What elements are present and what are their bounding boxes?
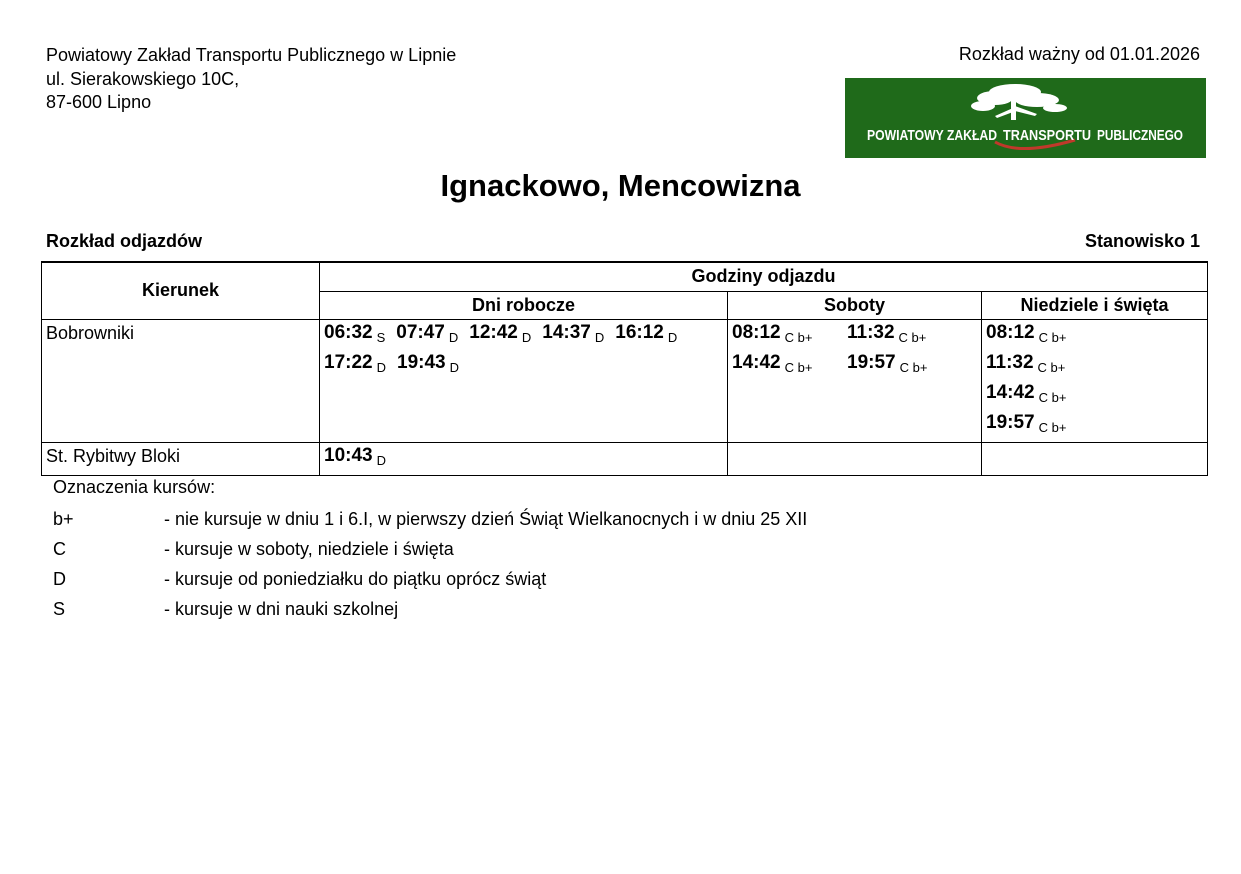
departure-line bbox=[324, 322, 727, 352]
time-value: 14:37 bbox=[542, 321, 591, 343]
departure-time bbox=[324, 352, 386, 374]
time-value: 12:42 bbox=[469, 321, 518, 343]
departure-line bbox=[324, 352, 727, 382]
departure-hours-header: Godziny odjazdu bbox=[320, 262, 1208, 291]
departure-time bbox=[732, 322, 847, 344]
departure-line bbox=[986, 322, 1207, 352]
valid-from-date: Rozkład ważny od 01.01.2026 bbox=[958, 44, 1200, 64]
departure-time bbox=[986, 352, 1065, 374]
saturday-times-cell bbox=[728, 319, 982, 442]
course-mark: D bbox=[448, 329, 459, 345]
course-mark: C b+ bbox=[1038, 329, 1067, 345]
course-mark: D bbox=[376, 452, 386, 468]
departure-time bbox=[615, 322, 677, 344]
org-street: ul. Sierakowskiego 10C, bbox=[46, 68, 240, 89]
departure-time bbox=[986, 412, 1066, 434]
organization-address bbox=[46, 44, 456, 115]
course-mark: C b+ bbox=[899, 359, 928, 375]
company-logo bbox=[845, 78, 1206, 158]
tree-icon bbox=[971, 84, 1067, 120]
stop-title: Ignackowo, Mencowizna bbox=[440, 168, 801, 203]
legend-description: - kursuje w soboty, niedziele i święta bbox=[164, 539, 454, 559]
logo-text-right: PUBLICZNEGO bbox=[1097, 127, 1184, 144]
course-mark: D bbox=[376, 359, 386, 375]
course-mark: D bbox=[667, 329, 678, 345]
departure-time bbox=[986, 322, 1066, 344]
departure-time bbox=[396, 322, 458, 344]
departure-line bbox=[732, 352, 981, 382]
stand-number: Stanowisko 1 bbox=[1084, 231, 1200, 251]
logo-graphic bbox=[845, 78, 1206, 158]
course-mark: C b+ bbox=[784, 329, 813, 345]
time-value: 07:47 bbox=[396, 321, 445, 343]
schedule-subtitle: Rozkład odjazdów bbox=[46, 231, 203, 251]
legend-title: Oznaczenia kursów: bbox=[53, 477, 216, 497]
departure-time bbox=[324, 445, 386, 467]
time-value: 06:32 bbox=[324, 321, 373, 343]
departure-time bbox=[397, 352, 459, 374]
logo-text-left: POWIATOWY ZAKŁAD bbox=[867, 127, 998, 144]
legend-code: D bbox=[53, 569, 66, 589]
course-mark: D bbox=[594, 329, 605, 345]
departure-line bbox=[732, 322, 981, 352]
org-name: Powiatowy Zakład Transportu Publicznego w Lipnie bbox=[46, 45, 457, 65]
departure-time bbox=[732, 352, 847, 374]
departure-line bbox=[986, 352, 1207, 382]
departure-time bbox=[469, 322, 531, 344]
course-mark: C b+ bbox=[1038, 389, 1067, 405]
time-value: 16:12 bbox=[615, 321, 664, 343]
weekday-times-cell bbox=[320, 442, 728, 475]
org-city: 87-600 Lipno bbox=[46, 92, 152, 112]
sunday-times-cell bbox=[982, 442, 1208, 475]
time-value: 10:43 bbox=[324, 444, 373, 466]
course-mark: S bbox=[376, 329, 386, 345]
table-row bbox=[42, 319, 1208, 442]
time-value: 19:57 bbox=[986, 411, 1035, 433]
legend-description: - kursuje od poniedziałku do piątku oprócz świąt bbox=[164, 569, 547, 589]
time-value: 08:12 bbox=[986, 321, 1035, 343]
course-mark: C b+ bbox=[1037, 359, 1066, 375]
course-mark: D bbox=[449, 359, 459, 375]
departure-time bbox=[324, 322, 385, 344]
legend-code: C bbox=[53, 539, 66, 559]
departure-line bbox=[324, 445, 727, 475]
legend-description: - nie kursuje w dniu 1 i 6.I, w pierwszy dzień Świąt Wielkanocnych i w dniu 25 XII bbox=[164, 509, 808, 529]
saturday-times-cell bbox=[728, 442, 982, 475]
course-mark: C b+ bbox=[784, 359, 813, 375]
direction-cell: St. Rybitwy Bloki bbox=[42, 442, 320, 475]
logo-text-mid: TRANSPORTU bbox=[1003, 127, 1091, 144]
legend-code: S bbox=[53, 599, 66, 619]
weekdays-header: Dni robocze bbox=[320, 291, 728, 319]
time-value: 17:22 bbox=[324, 351, 373, 373]
departure-time bbox=[847, 322, 962, 344]
departure-time bbox=[542, 322, 604, 344]
time-value: 08:12 bbox=[732, 321, 781, 343]
departure-time bbox=[847, 352, 962, 374]
saturdays-header: Soboty bbox=[728, 291, 982, 319]
time-value: 11:32 bbox=[847, 321, 895, 343]
time-value: 14:42 bbox=[986, 381, 1035, 403]
table-row bbox=[42, 442, 1208, 475]
course-mark: C b+ bbox=[1038, 419, 1067, 435]
direction-header: Kierunek bbox=[42, 262, 320, 319]
time-value: 14:42 bbox=[732, 351, 781, 373]
time-value: 19:57 bbox=[847, 351, 896, 373]
timetable bbox=[41, 261, 1208, 476]
weekday-times-cell bbox=[320, 319, 728, 442]
departure-time bbox=[986, 382, 1066, 404]
legend-code: b+ bbox=[53, 509, 74, 529]
course-mark: D bbox=[521, 329, 532, 345]
time-value: 19:43 bbox=[397, 351, 446, 373]
departure-line bbox=[986, 382, 1207, 412]
departure-line bbox=[986, 412, 1207, 442]
legend-description: - kursuje w dni nauki szkolnej bbox=[164, 599, 399, 619]
sunday-times-cell bbox=[982, 319, 1208, 442]
time-value: 11:32 bbox=[986, 351, 1034, 373]
sundays-header: Niedziele i święta bbox=[982, 291, 1208, 319]
direction-cell: Bobrowniki bbox=[42, 319, 320, 442]
course-mark: C b+ bbox=[898, 329, 927, 345]
